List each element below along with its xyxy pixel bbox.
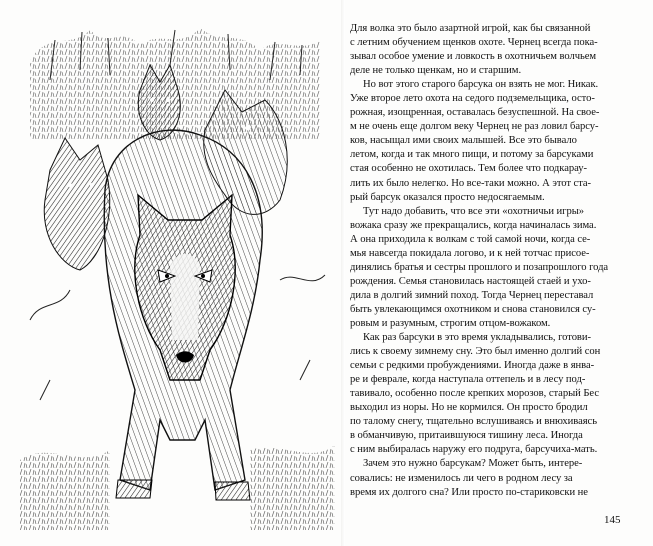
text-line: с летним обучением щенков охоте. Чернец всегда пока-	[350, 37, 598, 49]
text-line: семьи с редкими пробуждениями. Иногда даже в янва-	[350, 360, 595, 372]
text-line: Для волка это было азартной игрой, как бы связанной	[350, 23, 591, 34]
text-line: Но вот этого старого барсука он взять не мог. Никак.	[363, 79, 599, 91]
text-line: дила в долгий зимний поход. Тогда Чернец переставал	[350, 289, 594, 301]
page-number: 145	[604, 514, 621, 526]
text-line: рый барсук оказался просто недосягаемым.	[350, 191, 545, 203]
text-line: стая особенно не охотилась. Тем более что подкарау-	[350, 163, 587, 175]
text-line: совались: не изменилось ли чего в родном лесу за	[350, 472, 573, 484]
text-line: рождения. Семья становилась настоящей стаей и ухо-	[350, 275, 591, 287]
text-line: выходил из норы. Но не кормился. Он просто бродил	[350, 402, 588, 414]
text-line: ре и феврале, когда наступала оттепель и в лесу под-	[350, 374, 586, 386]
text-line: Зачем это нужно барсукам? Может быть, интере-	[363, 458, 583, 470]
text-line: ровым и разумным, строгим отцом-вожаком.	[350, 317, 551, 329]
wolf-pack-illustration	[10, 20, 340, 530]
text-line: по талому снегу, тщательно вслушиваясь и внюхиваясь	[350, 416, 597, 428]
text-line: ков, насыщал ими своих малышей. Все это бывало	[350, 135, 577, 147]
text-line: в обманчивую, притаившуюся тишину леса. Иногда	[350, 430, 583, 442]
text-line: динялись братья и сестры прошлого и позапрошлого года	[350, 261, 609, 273]
text-line: быть увлекающимся охотником и снова становился су-	[350, 303, 596, 315]
text-line: зывал особое умение и ловкость в охотничьем волчьем	[350, 51, 597, 63]
page-gutter	[341, 0, 345, 546]
text-line: А она приходила к волкам с той самой ночи, когда се-	[350, 233, 591, 245]
text-line: тавивало, особенно после крепких морозов, старый Бес	[350, 388, 599, 400]
wolf-drawing	[10, 20, 340, 530]
main-wolf	[104, 130, 262, 500]
text-line: мья навсегда покидала логово, и к ней тотчас присое-	[350, 247, 590, 259]
text-line: с ним выбиралась наружу его подруга, барсучиха-мать.	[350, 444, 598, 456]
text-line: лись к своему зимнему сну. Это был именно долгий сон	[350, 346, 601, 358]
text-line: вожака сразу же прекращались, когда начиналась зима.	[350, 219, 597, 231]
background-wolf-left	[44, 138, 110, 270]
text-line: лить их было нелегко. Но все-таки можно. А этот ста-	[350, 177, 592, 189]
text-line: м не очень еще долгом веку Чернец не раз ловил барсу-	[350, 121, 599, 133]
text-line: Тут надо добавить, что все эти «охотничьи игры»	[363, 205, 585, 217]
text-line: Уже второе лето охота на седого подземельщика, осто-	[350, 93, 595, 105]
text-line: рожная, изощренная, оставалась безуспешной. На свое-	[350, 107, 600, 119]
text-line: деле не только щенкам, но и старшим.	[350, 65, 522, 77]
page-text	[350, 22, 650, 500]
text-line: Как раз барсуки в это время укладывались, готови-	[363, 332, 591, 344]
text-line: летом, когда и так много пищи, и потому за барсуками	[350, 149, 594, 161]
text-line: время их долгого сна? Или просто по-стариковски не	[350, 486, 588, 498]
